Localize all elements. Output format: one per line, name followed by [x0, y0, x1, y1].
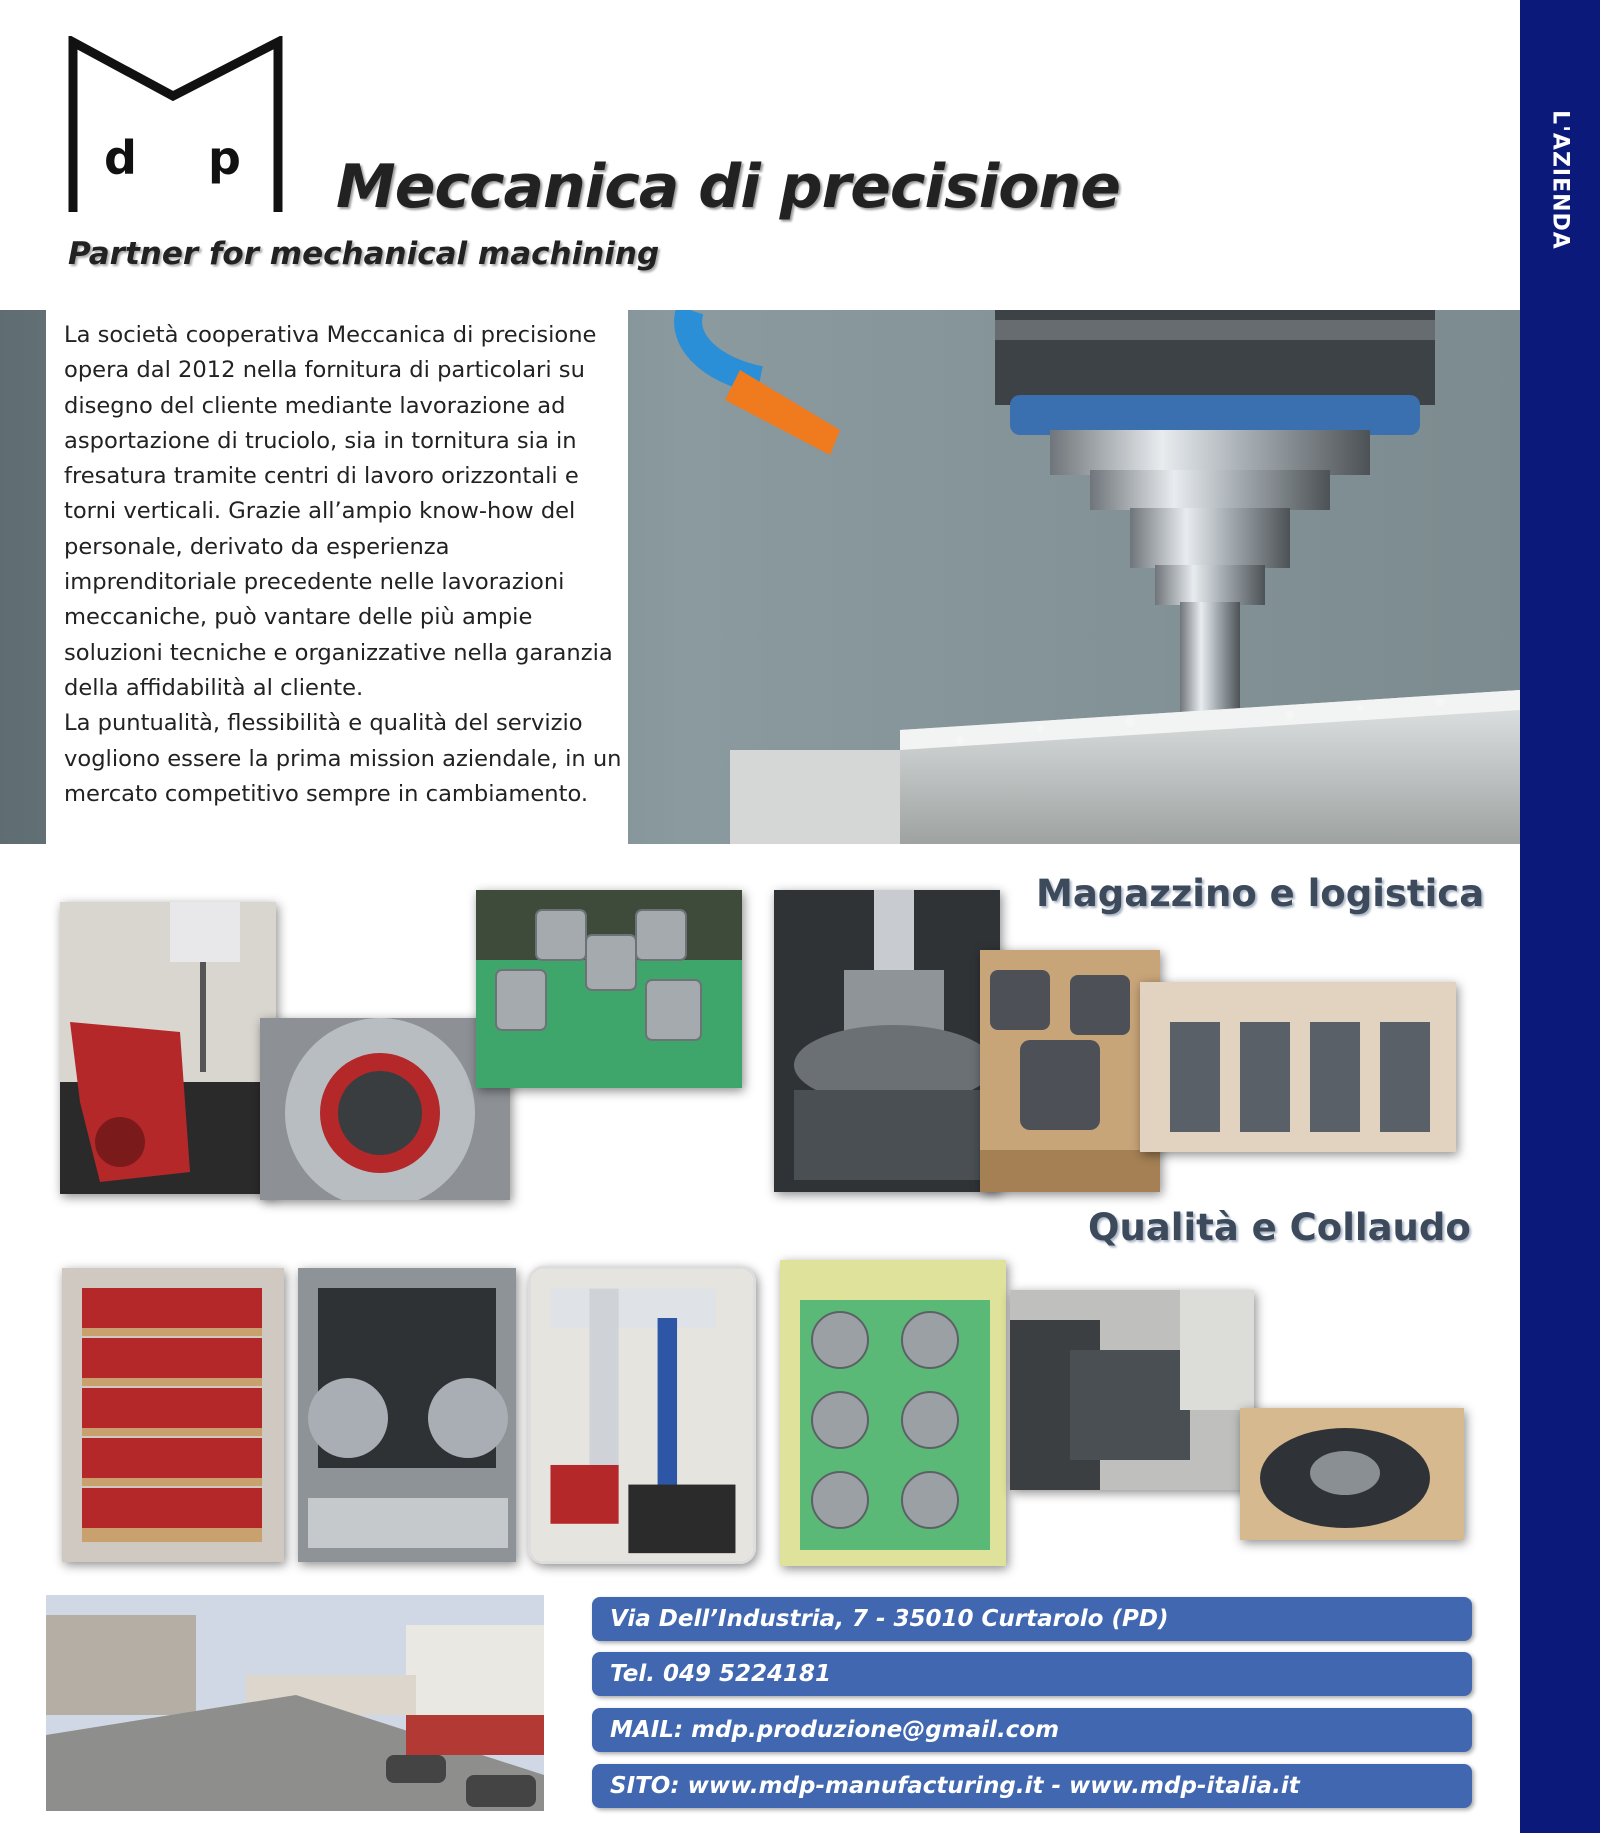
photo-dark-parts-pallet	[980, 950, 1160, 1192]
contact-address: Via Dell’Industria, 7 - 35010 Curtarolo (PD)	[592, 1597, 1472, 1641]
photo-parts-in-box	[780, 1260, 1006, 1566]
page-title: Meccanica di precisione	[336, 152, 1120, 222]
photo-red-casting-cmm	[60, 902, 276, 1194]
photo-machine-fixture	[1010, 1290, 1254, 1490]
photo-company-street	[46, 1595, 544, 1811]
side-label	[1520, 100, 1600, 260]
photo-zeiss-cmm	[528, 1266, 756, 1564]
photo-cylinders-green-table	[476, 890, 742, 1088]
contact-phone[interactable]: Tel. 049 5224181	[592, 1652, 1472, 1696]
logo-letter-d: d	[104, 131, 137, 185]
side-band	[1520, 0, 1600, 1833]
heading-magazzino-logistica: Magazzino e logistica	[1036, 872, 1485, 915]
intro-text-block	[46, 310, 628, 844]
contact-email[interactable]: MAIL: mdp.produzione@gmail.com	[592, 1708, 1472, 1752]
photo-stacked-red-housings	[62, 1268, 284, 1562]
company-logo	[68, 36, 288, 212]
intro-paragraph-1: La società cooperativa Meccanica di precisione opera dal 2012 nella fornitura di particolari su disegno del cliente mediante lavorazione ad asportazione di truciolo, sia in tornitura sia in fresatura tramite centri di lavoro orizzontali e torni verticali. Grazie all’ampio know-how del personale, derivato da esperienza imprenditoriale precedente nelle lavorazioni meccaniche, può vantare delle più ampie soluzioni tecniche e organizzative nella garanzia della affidabilità al cliente.	[64, 322, 613, 701]
photo-long-plates	[1140, 982, 1456, 1152]
photo-lathe-part	[774, 890, 1000, 1192]
photo-black-flange	[1240, 1408, 1464, 1540]
contact-website[interactable]: SITO: www.mdp-manufacturing.it - www.mdp-italia.it	[592, 1764, 1472, 1808]
side-label-text: L'AZIENDA	[1547, 110, 1573, 250]
photo-housing-interior	[298, 1268, 516, 1562]
intro-paragraph-2: La puntualità, flessibilità e qualità del servizio vogliono essere la prima mission aziendale, in un mercato competitivo sempre in cambiamento.	[64, 710, 622, 807]
page-subtitle: Partner for mechanical machining	[68, 236, 660, 272]
logo-letter-p: p	[208, 131, 241, 185]
photo-flange-part	[260, 1018, 510, 1200]
heading-qualita-collaudo: Qualità e Collaudo	[1088, 1206, 1471, 1249]
